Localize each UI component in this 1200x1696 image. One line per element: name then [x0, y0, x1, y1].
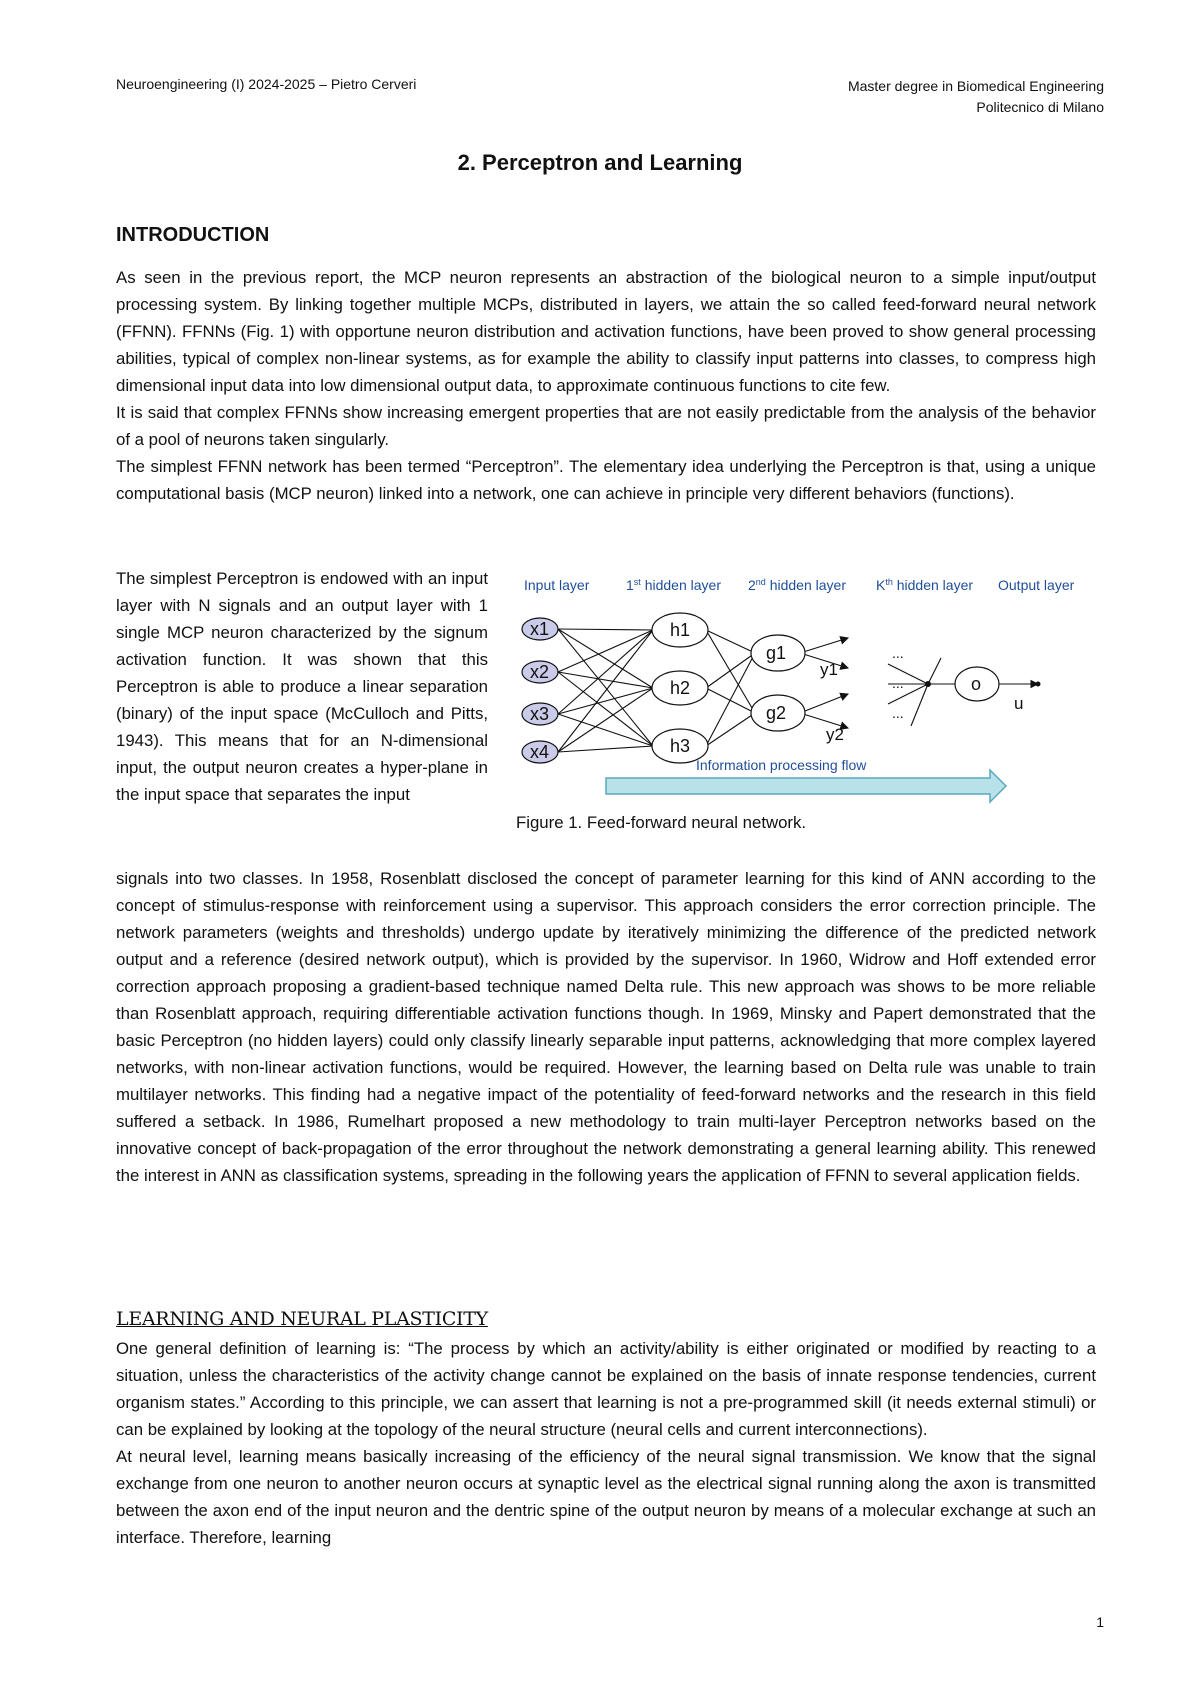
header-university: Politecnico di Milano	[976, 99, 1104, 115]
hidden2-label-g1: g1	[766, 643, 787, 663]
intro-paragraph-side	[116, 565, 488, 808]
signal-label-y1: y1	[820, 660, 838, 679]
output-junction	[925, 681, 931, 687]
intro-paragraph-1: As seen in the previous report, the MCP neuron represents an abstraction of the biological neuron to a simple input/output processing system. By linking together multiple MCPs, distributed in layers, we attain the so called feed-forward neural network (FFNN). FFNNs (Fig. 1) with opportune neuron distribution and activation functions, have been proved to show general processing abilities, typical of complex non-linear systems, as for example the ability to classify input patterns into classes, to compress high dimensional input data into low dimensional output data, to approximate continuous functions to cite few.	[116, 268, 1096, 395]
label-input-layer: Input layer	[524, 577, 590, 593]
input-label-x4: x4	[530, 742, 550, 762]
section-heading-introduction: INTRODUCTION	[116, 224, 270, 246]
running-header-institution	[848, 76, 1104, 118]
output-signal-label: u	[1014, 694, 1024, 713]
intro-text	[116, 264, 1096, 507]
signal-label-y2: y2	[826, 725, 844, 744]
label-hidden-layer-2: 2nd hidden layer	[748, 577, 846, 593]
input-label-x1: x1	[530, 619, 550, 639]
figure-caption: Figure 1. Feed-forward neural network.	[516, 813, 807, 832]
history-text	[116, 865, 1096, 1189]
label-output-layer: Output layer	[998, 577, 1075, 593]
intro-paragraph-2: It is said that complex FFNNs show increasing emergent properties that are not easily predictable from the analysis of the behavior of a pool of neurons taken singularly.	[116, 403, 1096, 449]
hidden2-label-g2: g2	[766, 703, 787, 723]
connections-hidden2-out	[800, 638, 848, 728]
input-nodes	[522, 618, 558, 763]
input-label-x3: x3	[530, 704, 550, 724]
learning-paragraph-1: One general definition of learning is: “The process by which an activity/ability is either originated or modified by reacting to a situation, unless the characteristics of the activity change cannot be explained on the basis of innate response tendencies, current organism states.” According to this principle, we can assert that learning is not a pre-programmed skill (it needs external stimuli) or can be explained by looking at the topology of the neural structure (neural cells and current interconnections).	[116, 1339, 1096, 1439]
hidden1-nodes	[652, 613, 708, 763]
hidden2-nodes	[751, 635, 844, 744]
output-node-label: o	[971, 674, 982, 694]
header-degree: Master degree in Biomedical Engineering	[847, 78, 1104, 94]
kth-layer-dots: ...	[892, 705, 904, 721]
flow-label: Information processing flow	[696, 757, 867, 773]
output-terminal	[1036, 682, 1041, 687]
label-hidden-layer-1: 1st hidden layer	[626, 577, 721, 593]
flow-arrow	[606, 770, 1006, 802]
label-hidden-layer-k: $K^{th}$ hidden layer	[876, 577, 974, 593]
learning-paragraph-2: At neural level, learning means basically increasing of the efficiency of the neural signal transmission. We know that the signal exchange from one neuron to another neuron occurs at synaptic level as the electrical signal running along the axon is transmitted between the axon end of the input neuron and the dentric spine of the output neuron by means of a molecular exchange at such an interface. Therefore, learning	[116, 1447, 1096, 1547]
running-header-course: Neuroengineering (I) 2024-2025 – Pietro Cerveri	[116, 76, 417, 92]
perceptron-description: The simplest Perceptron is endowed with an input layer with N signals and an output layer with 1 single MCP neuron characterized by the signum activation function. It was shown that this Perceptron is able to produce a linear separation (binary) of the input space (McCulloch and Pitts, 1943). This means that for an N-dimensional input, the output neuron creates a hyper-plane in the input space that separates the input	[116, 569, 488, 804]
input-label-x2: x2	[530, 662, 550, 682]
hidden1-label-h1: h1	[670, 620, 691, 640]
hidden1-label-h3: h3	[670, 736, 691, 756]
history-paragraph: signals into two classes. In 1958, Rosenblatt disclosed the concept of parameter learning for this kind of ANN according to the concept of stimulus-response with reinforcement using a supervisor. This approach considers the error correction principle. The network parameters (weights and thresholds) undergo update by iteratively minimizing the difference of the predicted network output and a reference (desired network output), which is provided by the supervisor. In 1960, Widrow and Hoff extended error correction approach proposing a gradient-based technique named Delta rule. This new approach was shows to be more reliable than Rosenblatt approach, requiring differentiable activation functions though. In 1969, Minsky and Papert demonstrated that the basic Perceptron (no hidden layers) could only classify linearly separable input patterns, acknowledging that more complex layered networks, with non-linear activation functions, would be required. However, the learning based on Delta rule was unable to train multilayer networks. This finding had a negative impact of the potentiality of feed-forward networks and the research in this field suffered a setback. In 1986, Rumelhart proposed a new methodology to train multi-layer Perceptron networks based on the innovative concept of back-propagation of the error throughout the network demonstrating a general learning ability. This renewed the interest in ANN as classification systems, spreading in the following years the application of FFNN to several application fields.	[116, 869, 1096, 1185]
kth-layer-dots: ...	[892, 645, 904, 661]
page-number: 1	[1096, 1614, 1104, 1630]
intro-paragraph-3: The simplest FFNN network has been termed “Perceptron”. The elementary idea underlying the Perceptron is that, using a unique computational basis (MCP neuron) linked into a network, one can achieve in principle very different behaviors (functions).	[116, 457, 1096, 503]
learning-text	[116, 1335, 1096, 1551]
hidden1-label-h2: h2	[670, 678, 691, 698]
connections-input-hidden1	[558, 629, 653, 752]
kth-layer-dots: ...	[892, 675, 904, 691]
page-title: 2. Perceptron and Learning	[457, 150, 743, 175]
connections-hidden1-hidden2	[706, 630, 755, 746]
section-heading-learning: LEARNING AND NEURAL PLASTICITY	[116, 1308, 488, 1330]
